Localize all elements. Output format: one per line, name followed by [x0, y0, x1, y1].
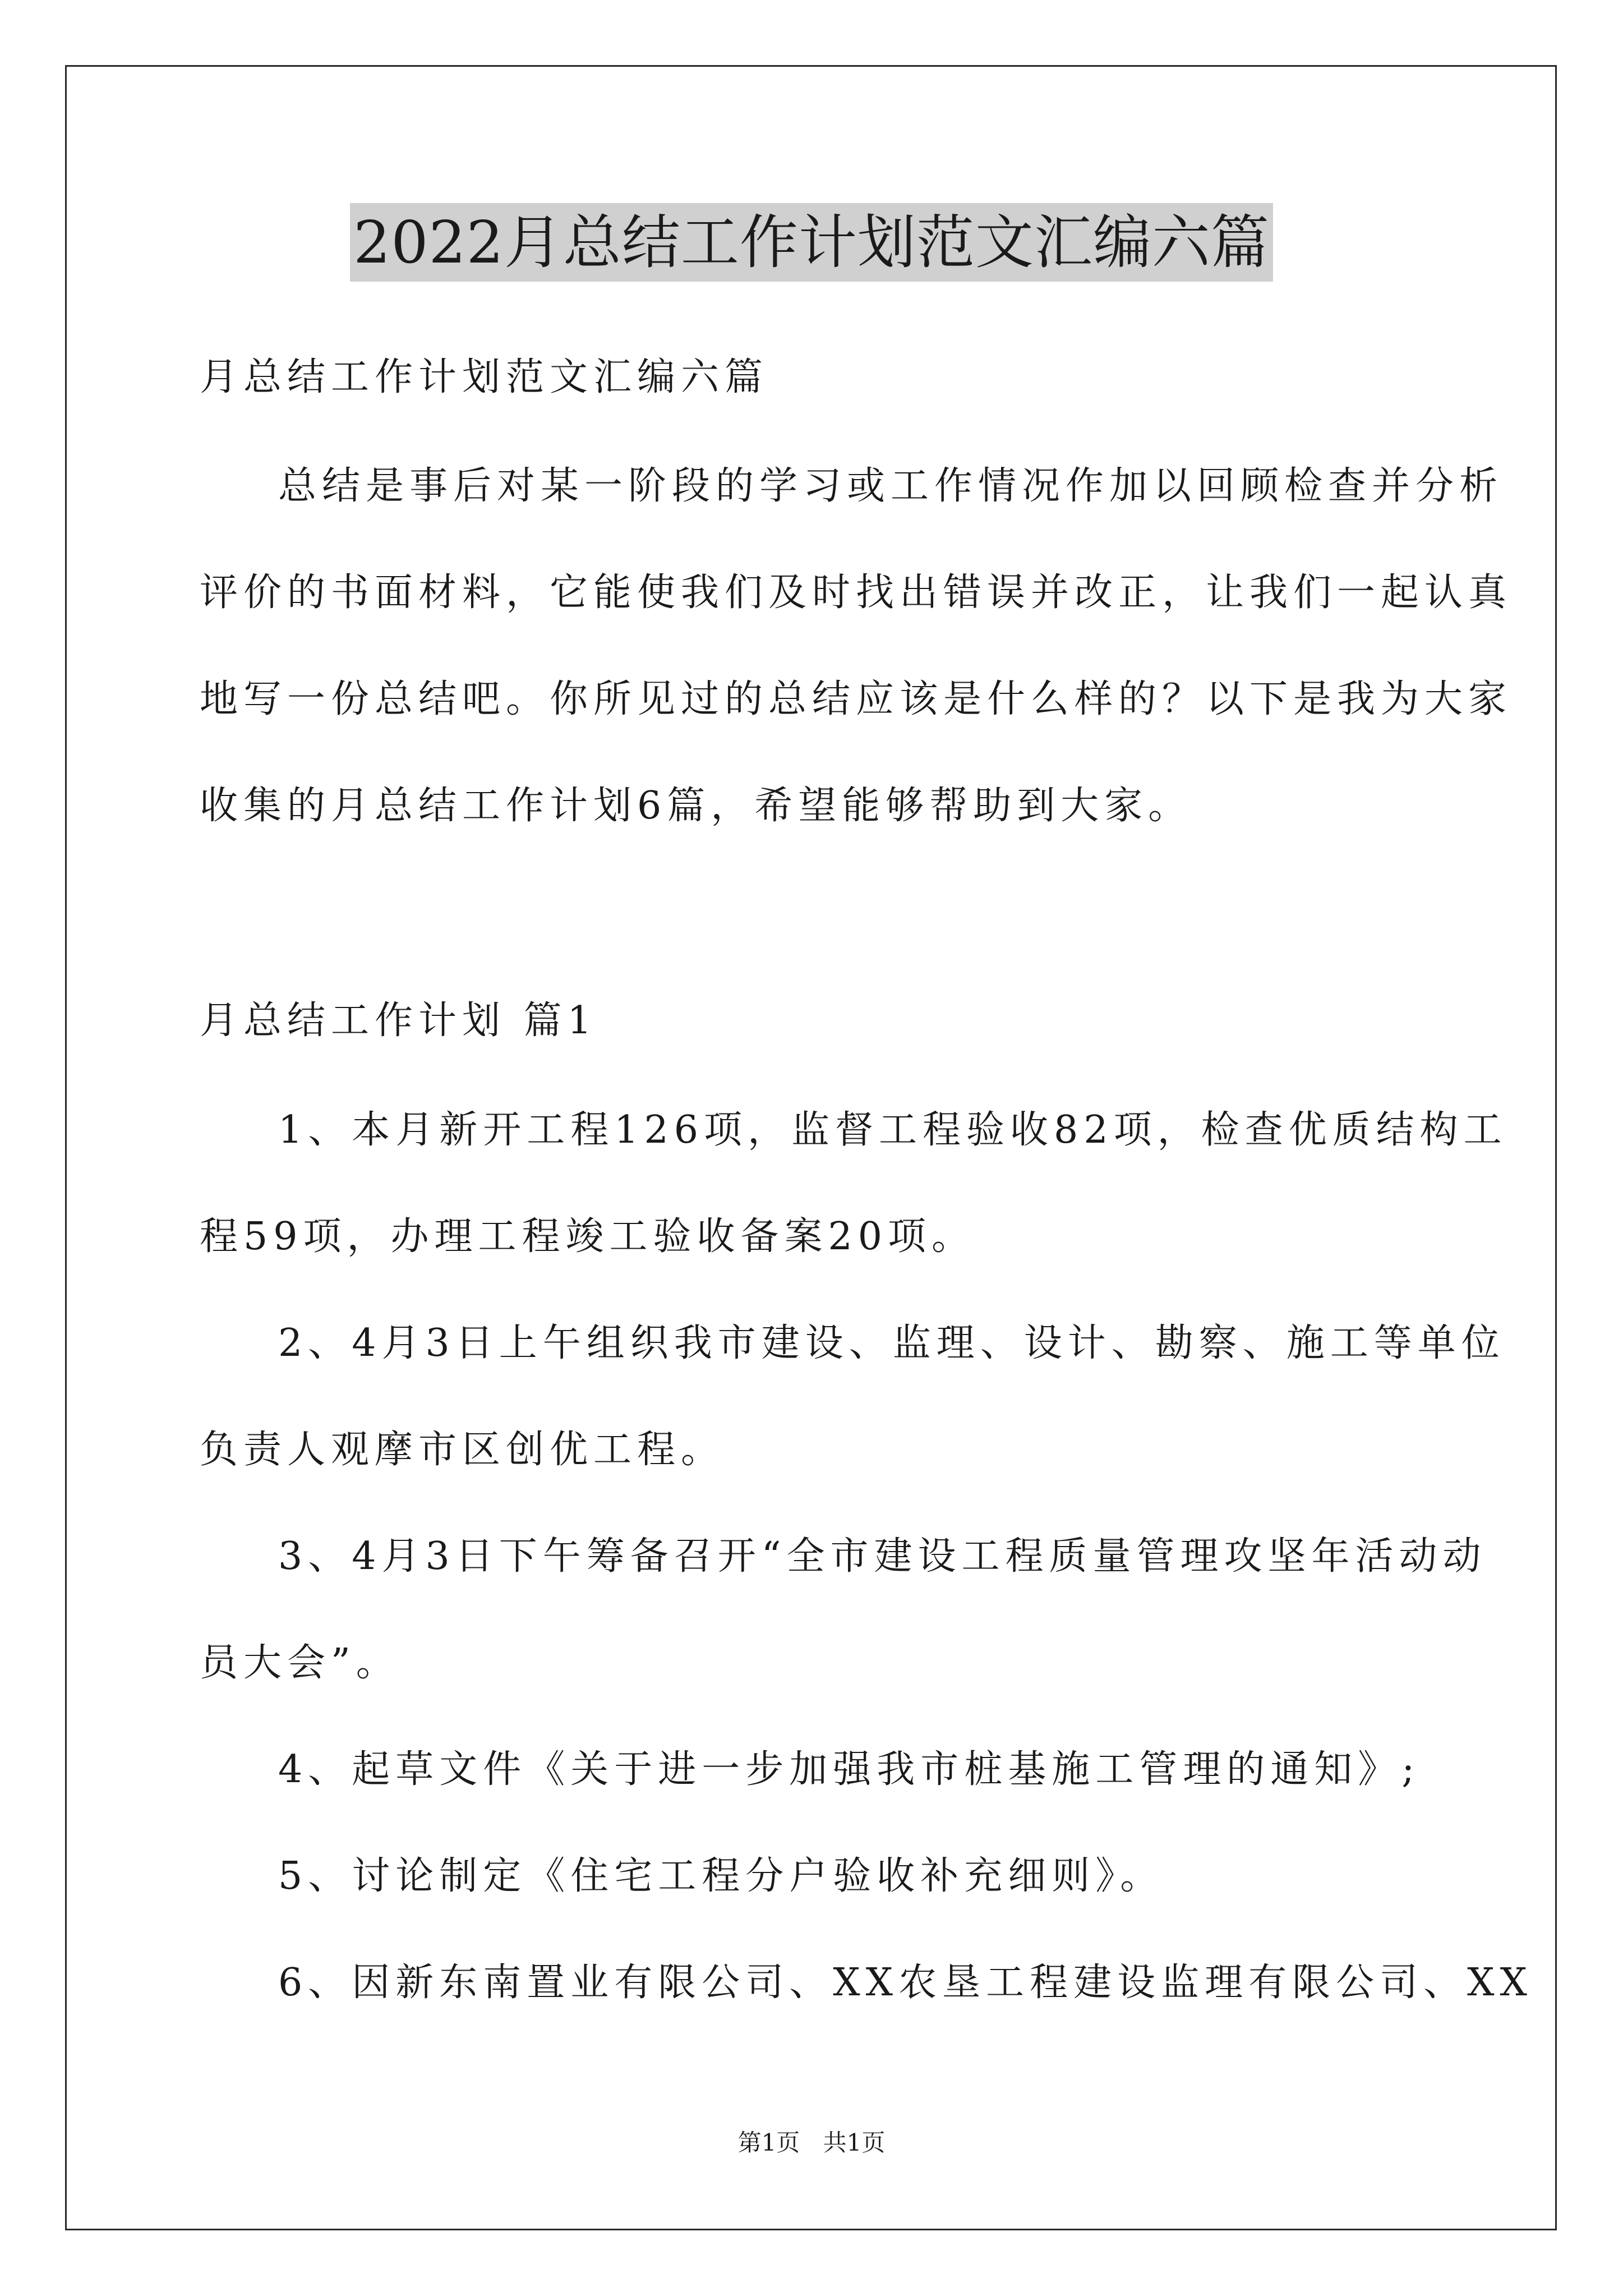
section-heading: 月总结工作计划 篇1	[200, 999, 597, 1043]
list-item-continuation: 程59项，办理工程竣工验收备案20项。	[200, 1214, 976, 1259]
list-item: 4、起草文件《关于进一步加强我市桩基施工管理的通知》;	[278, 1747, 1421, 1792]
list-item-continuation: 员大会”。	[200, 1641, 400, 1685]
title-container	[0, 203, 1623, 282]
subtitle: 月总结工作计划范文汇编六篇	[200, 355, 769, 399]
list-item: 5、讨论制定《住宅工程分户验收补充细则》。	[278, 1854, 1164, 1898]
intro-line: 评价的书面材料，它能使我们及时找出错误并改正，让我们一起认真	[200, 570, 1513, 615]
intro-line: 总结是事后对某一阶段的学习或工作情况作加以回顾检查并分析	[278, 464, 1504, 508]
list-item: 2、4月3日上午组织我市建设、监理、设计、勘察、施工等单位	[278, 1321, 1505, 1365]
page-footer	[0, 2127, 1623, 2159]
list-item: 6、因新东南置业有限公司、XX农垦工程建设监理有限公司、XX	[278, 1961, 1533, 2005]
intro-line: 收集的月总结工作计划6篇，希望能够帮助到大家。	[200, 784, 1192, 828]
list-item-continuation: 负责人观摩市区创优工程。	[200, 1428, 725, 1472]
intro-line: 地写一份总结吧。你所见过的总结应该是什么样的？以下是我为大家	[200, 677, 1513, 721]
page-number-current: 第1页	[737, 2129, 800, 2156]
list-item: 1、本月新开工程126项，监督工程验收82项，检查优质结构工	[278, 1108, 1507, 1152]
document-title: 2022月总结工作计划范文汇编六篇	[350, 203, 1273, 282]
list-item: 3、4月3日下午筹备召开“全市建设工程质量管理攻坚年活动动	[278, 1534, 1487, 1579]
page-number-total: 共1页	[823, 2129, 886, 2156]
